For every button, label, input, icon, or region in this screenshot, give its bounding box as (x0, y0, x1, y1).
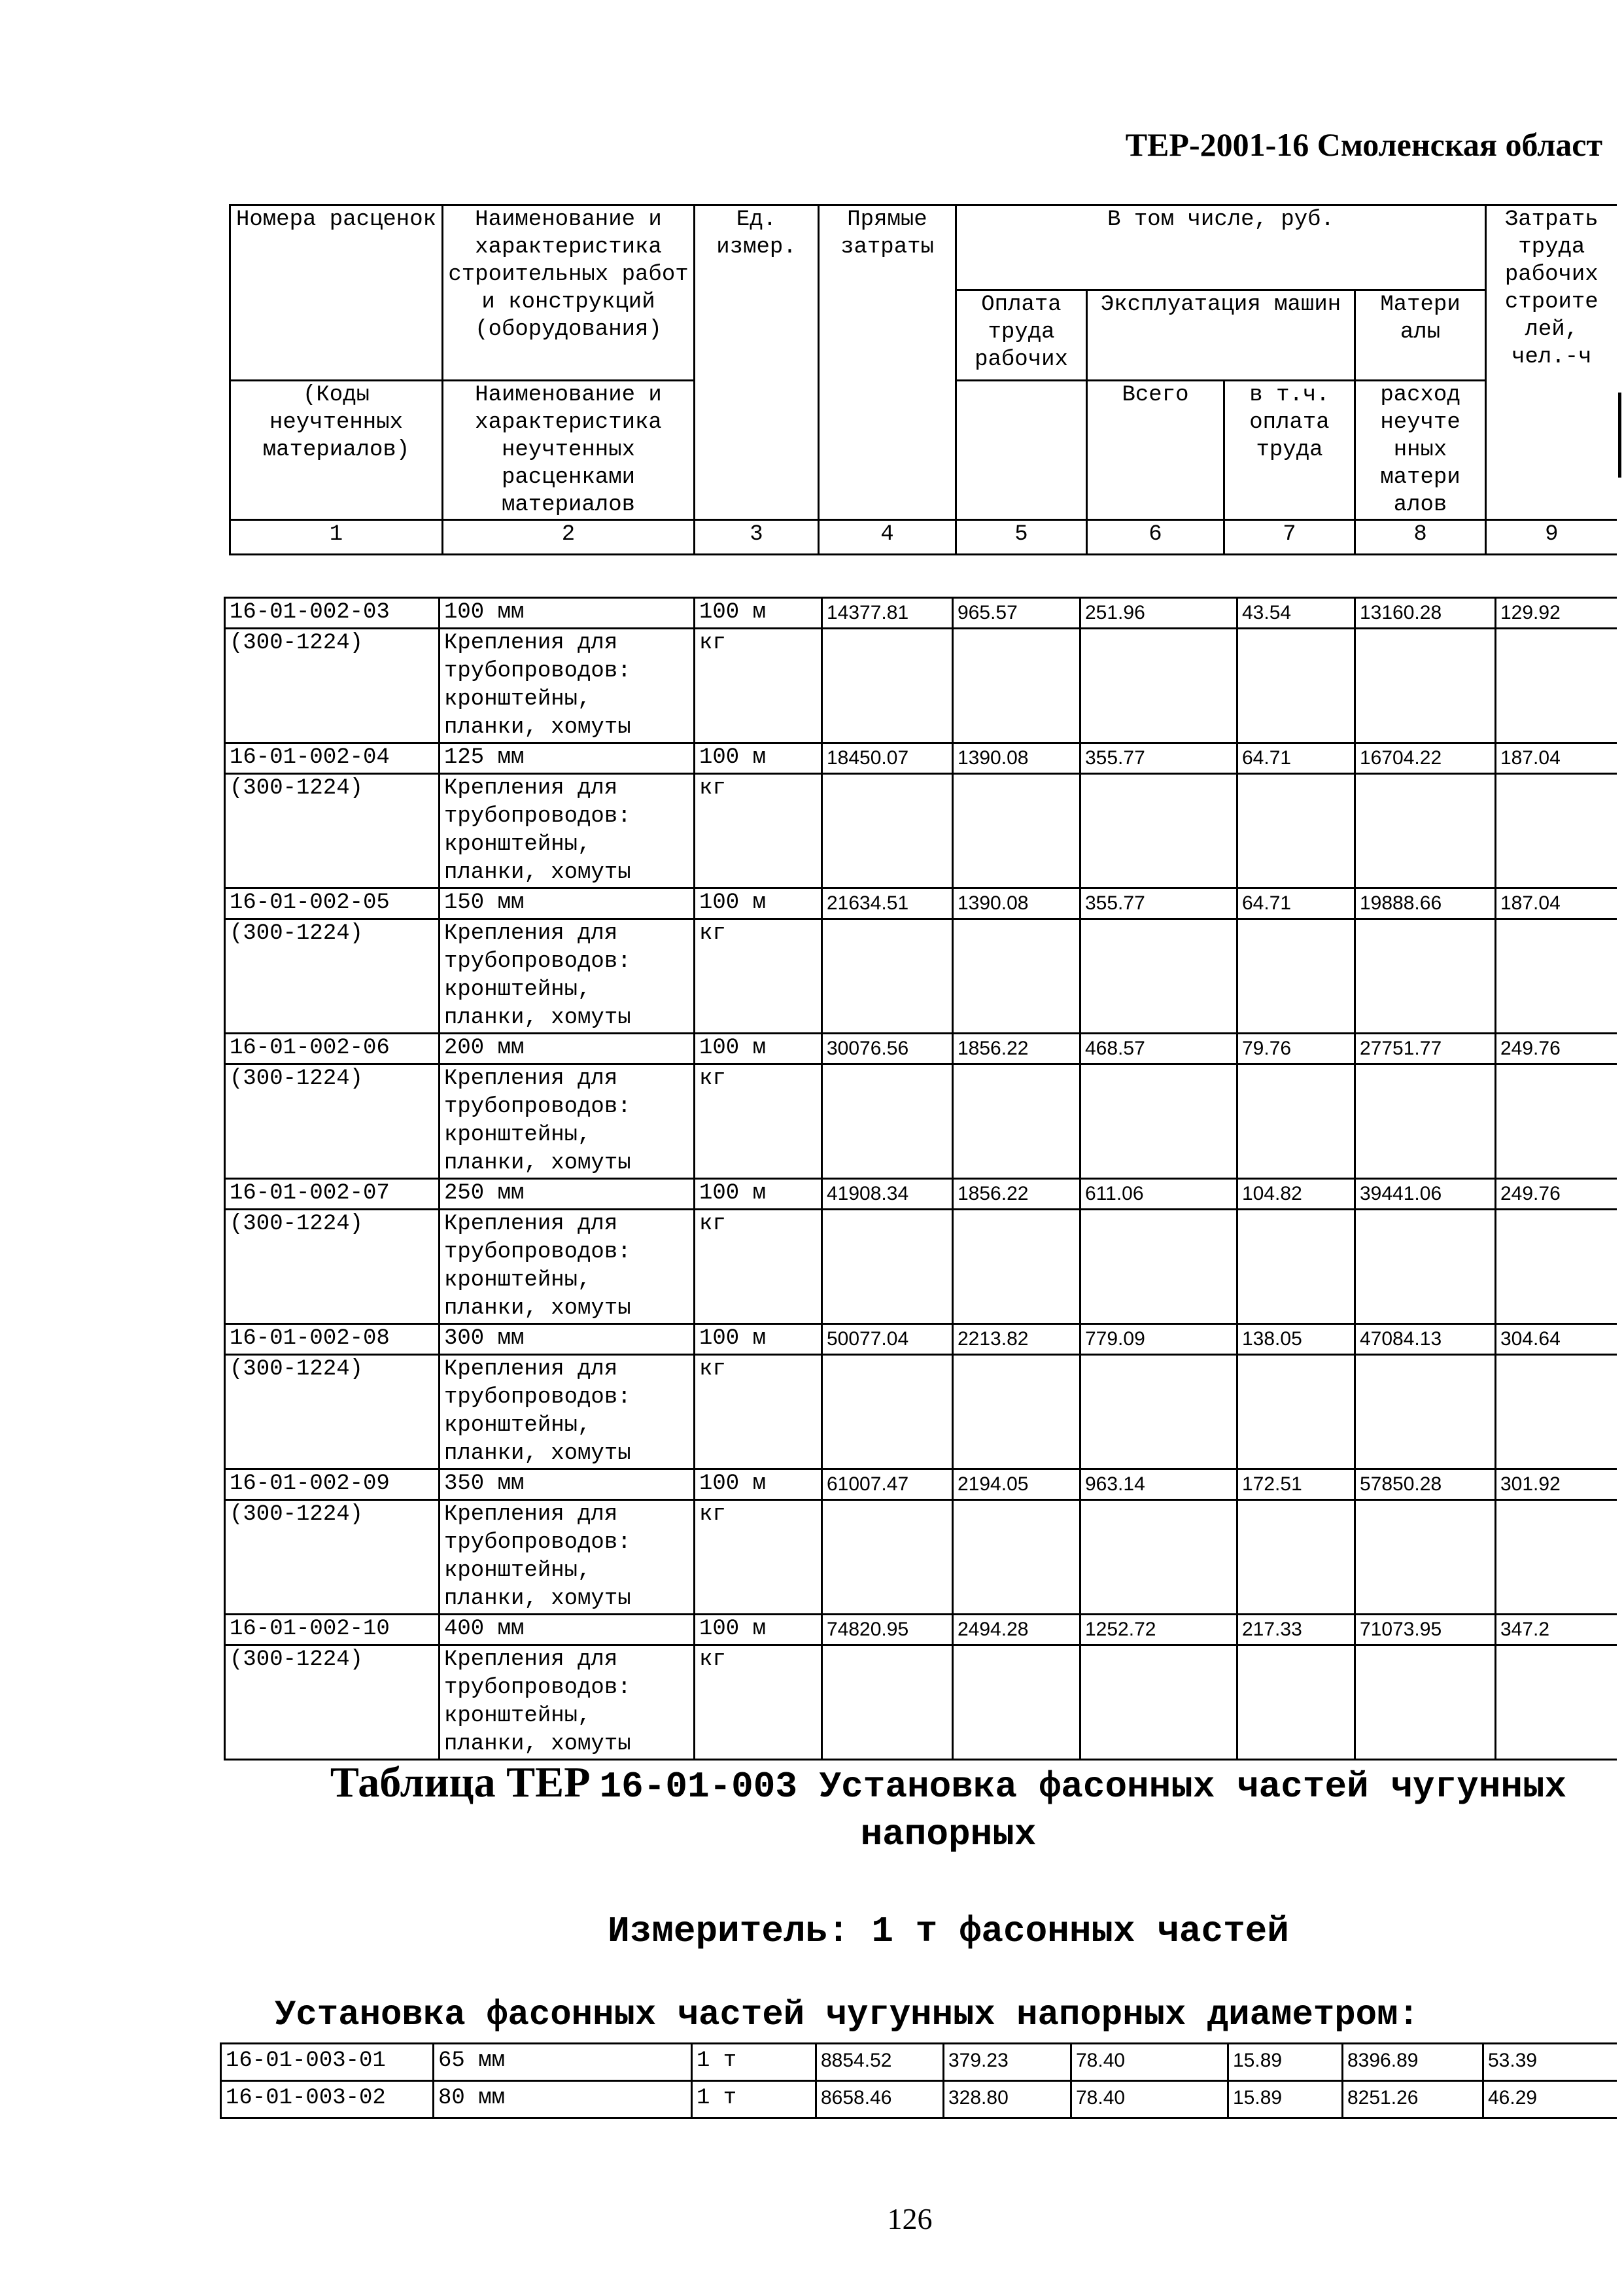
empty-cell (822, 919, 953, 1034)
material-name: Крепления для трубопроводов: кронштейны, планки, хомуты (440, 1210, 695, 1324)
rate-name: 65 мм (434, 2044, 692, 2081)
rate-machine-labor: 172.51 (1237, 1469, 1355, 1500)
header-col2-top: Наименование и характеристика строительных работ и конструкций (оборудования) (443, 205, 695, 381)
rate-machine-labor: 217.33 (1237, 1615, 1355, 1645)
material-code: (300-1224) (225, 629, 440, 743)
rate-labor-hours: 129.92 (1496, 598, 1617, 629)
header-number: 1 (230, 520, 443, 555)
rate-name: 100 мм (440, 598, 695, 629)
rate-machine-labor: 43.54 (1237, 598, 1355, 629)
rate-direct-cost: 18450.07 (822, 743, 953, 774)
rate-materials-cost: 13160.28 (1355, 598, 1496, 629)
rate-machine-cost: 611.06 (1080, 1179, 1237, 1210)
empty-cell (1496, 774, 1617, 888)
rate-unit: 100 м (695, 888, 822, 919)
column-header-table (229, 204, 1617, 555)
rate-unit: 1 т (692, 2081, 816, 2118)
header-col6: Всего (1087, 381, 1224, 520)
empty-cell (1237, 919, 1355, 1034)
rate-materials-cost: 16704.22 (1355, 743, 1496, 774)
material-unit: кг (695, 1500, 822, 1615)
rates-table (224, 597, 1617, 1761)
rate-code: 16-01-002-03 (225, 598, 440, 629)
empty-cell (822, 1210, 953, 1324)
empty-cell (1496, 919, 1617, 1034)
rate-direct-cost: 61007.47 (822, 1469, 953, 1500)
empty-cell (822, 1645, 953, 1760)
material-name: Крепления для трубопроводов: кронштейны, планки, хомуты (440, 629, 695, 743)
rate-labor-hours: 53.39 (1483, 2044, 1617, 2081)
running-header: ТЕР-2001-16 Смоленская област (1125, 126, 1602, 163)
rate-code: 16-01-003-02 (221, 2081, 434, 2118)
empty-cell (953, 774, 1080, 888)
empty-cell (953, 629, 1080, 743)
empty-cell (953, 1064, 1080, 1179)
empty-cell (953, 1500, 1080, 1615)
rate-direct-cost: 21634.51 (822, 888, 953, 919)
table-row (225, 888, 1617, 919)
rate-labor-hours: 347.2 (1496, 1615, 1617, 1645)
empty-cell (1496, 629, 1617, 743)
rate-machine-labor: 15.89 (1228, 2044, 1343, 2081)
material-unit: кг (695, 1645, 822, 1760)
rate-unit: 100 м (695, 1615, 822, 1645)
table-row (221, 2044, 1617, 2081)
material-code: (300-1224) (225, 1064, 440, 1179)
rate-name: 150 мм (440, 888, 695, 919)
rate-name: 80 мм (434, 2081, 692, 2118)
empty-cell (822, 1355, 953, 1469)
rate-machine-labor: 64.71 (1237, 743, 1355, 774)
rate-labor-hours: 304.64 (1496, 1324, 1617, 1355)
header-col1-bottom: (Коды неучтенных материалов) (230, 381, 443, 520)
table-row (221, 2081, 1617, 2118)
material-unit: кг (695, 919, 822, 1034)
rate-materials-cost: 39441.06 (1355, 1179, 1496, 1210)
header-number: 6 (1087, 520, 1224, 555)
rate-materials-cost: 57850.28 (1355, 1469, 1496, 1500)
header-col3: Ед. измер. (695, 205, 819, 520)
rate-machine-labor: 15.89 (1228, 2081, 1343, 2118)
header-group: В том числе, руб. (956, 205, 1486, 290)
material-name: Крепления для трубопроводов: кронштейны, планки, хомуты (440, 774, 695, 888)
rate-labor-cost: 379.23 (944, 2044, 1071, 2081)
rate-machine-cost: 468.57 (1080, 1034, 1237, 1064)
rate-code: 16-01-002-07 (225, 1179, 440, 1210)
material-unit: кг (695, 629, 822, 743)
rate-name: 125 мм (440, 743, 695, 774)
rate-machine-labor: 104.82 (1237, 1179, 1355, 1210)
rate-materials-cost: 47084.13 (1355, 1324, 1496, 1355)
rate-code: 16-01-002-06 (225, 1034, 440, 1064)
rate-machine-cost: 251.96 (1080, 598, 1237, 629)
material-row (225, 1500, 1617, 1615)
rate-materials-cost: 27751.77 (1355, 1034, 1496, 1064)
rate-machine-cost: 78.40 (1071, 2044, 1228, 2081)
rate-labor-cost: 2494.28 (953, 1615, 1080, 1645)
empty-cell (953, 919, 1080, 1034)
empty-cell (1080, 629, 1237, 743)
header-number: 2 (443, 520, 695, 555)
table-title-prefix: Таблица ТЕР (330, 1759, 591, 1806)
rates-table-2 (220, 2042, 1617, 2119)
material-code: (300-1224) (225, 1355, 440, 1469)
material-name: Крепления для трубопроводов: кронштейны, планки, хомуты (440, 1355, 695, 1469)
rate-labor-cost: 1856.22 (953, 1179, 1080, 1210)
rate-unit: 100 м (695, 1034, 822, 1064)
header-number: 4 (819, 520, 956, 555)
rate-direct-cost: 14377.81 (822, 598, 953, 629)
rate-unit: 100 м (695, 743, 822, 774)
material-row (225, 629, 1617, 743)
rate-code: 16-01-002-05 (225, 888, 440, 919)
section-heading: Установка фасонных частей чугунных напорных диаметром: (275, 1995, 1419, 2035)
rate-direct-cost: 30076.56 (822, 1034, 953, 1064)
empty-cell (953, 1645, 1080, 1760)
header-col7: в т.ч. оплата труда (1224, 381, 1355, 520)
header-number: 7 (1224, 520, 1355, 555)
header-col8-bottom: расход неучте нных матери алов (1355, 381, 1486, 520)
material-row (225, 1064, 1617, 1179)
empty-cell (1496, 1355, 1617, 1469)
empty-cell (1355, 919, 1496, 1034)
empty-cell (1080, 1645, 1237, 1760)
rate-code: 16-01-002-09 (225, 1469, 440, 1500)
table-row (225, 1469, 1617, 1500)
rate-labor-hours: 249.76 (1496, 1179, 1617, 1210)
table-title-text: 16-01-003 Установка фасонных частей чугунных напорных (599, 1766, 1567, 1855)
rate-code: 16-01-003-01 (221, 2044, 434, 2081)
material-code: (300-1224) (225, 919, 440, 1034)
rate-name: 300 мм (440, 1324, 695, 1355)
material-unit: кг (695, 1210, 822, 1324)
material-unit: кг (695, 774, 822, 888)
empty-cell (1080, 774, 1237, 888)
material-name: Крепления для трубопроводов: кронштейны, планки, хомуты (440, 1064, 695, 1179)
rate-direct-cost: 8658.46 (816, 2081, 944, 2118)
empty-cell (1496, 1064, 1617, 1179)
material-name: Крепления для трубопроводов: кронштейны, планки, хомуты (440, 1645, 695, 1760)
empty-cell (1496, 1210, 1617, 1324)
table-row (225, 743, 1617, 774)
header-number: 3 (695, 520, 819, 555)
page-number: 126 (887, 2202, 933, 2235)
material-row (225, 1645, 1617, 1760)
rate-labor-hours: 249.76 (1496, 1034, 1617, 1064)
empty-cell (1237, 1064, 1355, 1179)
rate-labor-hours: 301.92 (1496, 1469, 1617, 1500)
table-row (225, 1034, 1617, 1064)
empty-cell (1355, 1210, 1496, 1324)
table-row (225, 1615, 1617, 1645)
rate-code: 16-01-002-08 (225, 1324, 440, 1355)
rate-labor-hours: 187.04 (1496, 888, 1617, 919)
rate-machine-labor: 64.71 (1237, 888, 1355, 919)
header-col1-top: Номера расценок (230, 205, 443, 381)
header-col9: Затрать труда рабочих строите лей, чел.-ч (1486, 205, 1617, 520)
empty-cell (822, 774, 953, 888)
rate-machine-labor: 79.76 (1237, 1034, 1355, 1064)
material-code: (300-1224) (225, 1210, 440, 1324)
empty-cell (1080, 1500, 1237, 1615)
material-row (225, 919, 1617, 1034)
empty-cell (1355, 1355, 1496, 1469)
material-unit: кг (695, 1064, 822, 1179)
empty-cell (1080, 1210, 1237, 1324)
rate-direct-cost: 8854.52 (816, 2044, 944, 2081)
rate-direct-cost: 74820.95 (822, 1615, 953, 1645)
header-number: 9 (1486, 520, 1617, 555)
rate-machine-cost: 355.77 (1080, 888, 1237, 919)
empty-cell (1237, 1645, 1355, 1760)
rate-labor-cost: 1390.08 (953, 743, 1080, 774)
rate-labor-hours: 187.04 (1496, 743, 1617, 774)
header-col8-top: Матери алы (1355, 290, 1486, 381)
header-col67: Эксплуатация машин (1087, 290, 1355, 381)
empty-cell (1080, 1064, 1237, 1179)
rate-unit: 100 м (695, 1324, 822, 1355)
empty-cell (1355, 1064, 1496, 1179)
rate-machine-cost: 355.77 (1080, 743, 1237, 774)
material-row (225, 774, 1617, 888)
empty-cell (1496, 1645, 1617, 1760)
empty-cell (1496, 1500, 1617, 1615)
empty-cell (822, 1064, 953, 1179)
rate-direct-cost: 41908.34 (822, 1179, 953, 1210)
rate-machine-cost: 78.40 (1071, 2081, 1228, 2118)
rate-labor-cost: 2194.05 (953, 1469, 1080, 1500)
header-col4: Прямые затраты (819, 205, 956, 520)
rate-name: 250 мм (440, 1179, 695, 1210)
rate-materials-cost: 8251.26 (1343, 2081, 1483, 2118)
margin-mark (1618, 393, 1621, 478)
header-number: 5 (956, 520, 1087, 555)
empty-cell (1355, 629, 1496, 743)
rate-labor-cost: 328.80 (944, 2081, 1071, 2118)
material-name: Крепления для трубопроводов: кронштейны, планки, хомуты (440, 1500, 695, 1615)
empty-cell (1080, 1355, 1237, 1469)
material-row (225, 1210, 1617, 1324)
rate-unit: 100 м (695, 1179, 822, 1210)
material-unit: кг (695, 1355, 822, 1469)
empty-cell (1080, 919, 1237, 1034)
rate-labor-cost: 1856.22 (953, 1034, 1080, 1064)
rate-materials-cost: 19888.66 (1355, 888, 1496, 919)
header-col5-lower (956, 381, 1087, 520)
rate-name: 350 мм (440, 1469, 695, 1500)
empty-cell (1355, 1645, 1496, 1760)
table-row (225, 598, 1617, 629)
empty-cell (1237, 1500, 1355, 1615)
table-title (288, 1760, 1609, 1857)
empty-cell (953, 1210, 1080, 1324)
empty-cell (953, 1355, 1080, 1469)
rate-machine-labor: 138.05 (1237, 1324, 1355, 1355)
table-row (225, 1179, 1617, 1210)
rate-unit: 100 м (695, 598, 822, 629)
rate-materials-cost: 71073.95 (1355, 1615, 1496, 1645)
header-col5: Оплата труда рабочих (956, 290, 1087, 381)
measure-unit: Измеритель: 1 т фасонных частей (608, 1910, 1289, 1952)
rate-machine-cost: 1252.72 (1080, 1615, 1237, 1645)
empty-cell (1237, 629, 1355, 743)
material-code: (300-1224) (225, 1500, 440, 1615)
rate-machine-cost: 963.14 (1080, 1469, 1237, 1500)
rate-labor-cost: 1390.08 (953, 888, 1080, 919)
rate-labor-cost: 965.57 (953, 598, 1080, 629)
rate-code: 16-01-002-10 (225, 1615, 440, 1645)
rate-unit: 1 т (692, 2044, 816, 2081)
empty-cell (1355, 1500, 1496, 1615)
rate-machine-cost: 779.09 (1080, 1324, 1237, 1355)
empty-cell (1237, 1210, 1355, 1324)
header-number: 8 (1355, 520, 1486, 555)
empty-cell (822, 1500, 953, 1615)
rate-direct-cost: 50077.04 (822, 1324, 953, 1355)
empty-cell (1237, 1355, 1355, 1469)
empty-cell (1237, 774, 1355, 888)
rate-labor-cost: 2213.82 (953, 1324, 1080, 1355)
empty-cell (822, 629, 953, 743)
material-code: (300-1224) (225, 1645, 440, 1760)
material-row (225, 1355, 1617, 1469)
rate-name: 400 мм (440, 1615, 695, 1645)
rate-code: 16-01-002-04 (225, 743, 440, 774)
rate-name: 200 мм (440, 1034, 695, 1064)
material-name: Крепления для трубопроводов: кронштейны, планки, хомуты (440, 919, 695, 1034)
rate-unit: 100 м (695, 1469, 822, 1500)
material-code: (300-1224) (225, 774, 440, 888)
rate-labor-hours: 46.29 (1483, 2081, 1617, 2118)
table-row (225, 1324, 1617, 1355)
rate-materials-cost: 8396.89 (1343, 2044, 1483, 2081)
header-col2-bottom: Наименование и характеристика неучтенных расценками материалов (443, 381, 695, 520)
empty-cell (1355, 774, 1496, 888)
